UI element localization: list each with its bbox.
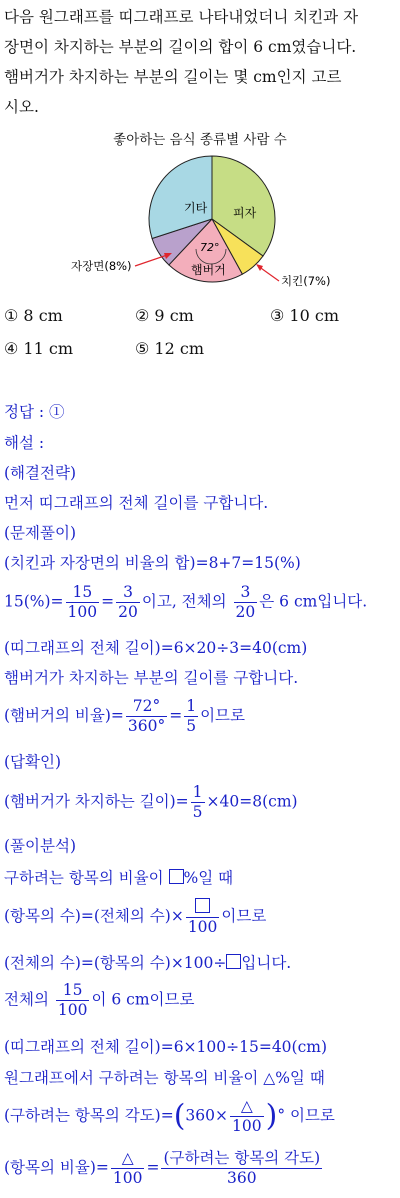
text-span: ×40=8(cm) bbox=[206, 792, 298, 811]
numerator: 15 bbox=[56, 982, 90, 1001]
text-span: (항목의 수)=(전체의 수)× bbox=[4, 907, 184, 925]
choice-5[interactable]: ⑤ 12 cm bbox=[135, 339, 205, 358]
total-length-line: (띠그래프의 전체 길이)=6×20÷3=40(cm) bbox=[4, 639, 308, 657]
right-paren: ) bbox=[265, 1098, 278, 1134]
slice-label-jajang: 자장면(8%) bbox=[71, 259, 132, 273]
fraction bbox=[191, 784, 205, 821]
analysis-line-3 bbox=[4, 951, 291, 973]
fraction bbox=[56, 982, 90, 1019]
numerator: (구하려는 항목의 각도) bbox=[163, 1149, 321, 1167]
hamburger-ratio-line bbox=[4, 698, 245, 735]
numerator: 3 bbox=[116, 584, 140, 603]
numerator: △ bbox=[111, 1150, 145, 1169]
question-line: 장면이 차지하는 부분의 길이의 합이 6 cm였습니다. bbox=[4, 38, 357, 56]
text-span: 구하려는 항목의 비율이 bbox=[4, 869, 164, 887]
fraction bbox=[161, 1150, 322, 1187]
fraction bbox=[184, 698, 198, 735]
slice-label-chicken: 치킨(7%) bbox=[281, 274, 331, 288]
choice-4[interactable]: ④ 11 cm bbox=[4, 339, 74, 358]
pie-chart bbox=[0, 150, 400, 300]
denominator: 5 bbox=[186, 717, 197, 735]
numerator: △ bbox=[230, 1098, 264, 1117]
denominator: 20 bbox=[118, 603, 138, 621]
text-span: 이므로 bbox=[200, 706, 245, 725]
text-span: 이므로 bbox=[221, 907, 267, 925]
denominator: 5 bbox=[192, 803, 203, 821]
fraction-line: 15(%)= $\frac{15}{100}$ = $\frac{3}{20}$ 이고, 전체의 $\frac{3}{20}$ 은 6 cm입니다. bbox=[4, 583, 368, 621]
slice-label-etc: 기타 bbox=[184, 201, 208, 215]
fraction bbox=[66, 584, 100, 621]
chart-title: 좋아하는 음식 종류별 사람 수 bbox=[113, 132, 287, 148]
explanation-label: 해설 : bbox=[4, 434, 45, 452]
left-paren: ( bbox=[173, 1098, 186, 1134]
blank-box bbox=[169, 869, 184, 884]
numerator: 3 bbox=[234, 584, 258, 603]
numerator bbox=[186, 898, 220, 918]
denominator: 100 bbox=[67, 603, 98, 621]
question-line: 시오. bbox=[4, 98, 39, 116]
fraction bbox=[230, 1098, 264, 1135]
hamburger-length-line bbox=[4, 784, 298, 821]
denominator: 360° bbox=[127, 717, 166, 735]
text-span: 입니다. bbox=[241, 954, 292, 972]
denominator: 360 bbox=[227, 1169, 257, 1187]
analysis-heading: (풀이분석) bbox=[4, 837, 76, 855]
numerator: 1 bbox=[192, 783, 203, 801]
denominator: 100 bbox=[112, 1169, 143, 1187]
text-span: 이고, 전체의 bbox=[141, 592, 227, 611]
text-span: %일 때 bbox=[183, 869, 234, 887]
text-span: 이 6 cm이므로 bbox=[91, 990, 195, 1009]
text-span: (햄버거가 차지하는 길이)= bbox=[4, 792, 189, 811]
denominator: 20 bbox=[235, 603, 256, 621]
text-span: ° 이므로 bbox=[277, 1106, 335, 1125]
analysis-line-2 bbox=[4, 898, 266, 936]
choice-1[interactable]: ① 8 cm bbox=[4, 306, 63, 325]
question-line: 다음 원그래프를 띠그래프로 나타내었더니 치킨과 자 bbox=[4, 8, 359, 26]
strategy-heading: (해결전략) bbox=[4, 464, 76, 482]
text-span: = bbox=[146, 1158, 160, 1177]
denominator: 100 bbox=[187, 918, 218, 936]
strategy-text: 먼저 띠그래프의 전체 길이를 구합니다. bbox=[4, 494, 269, 512]
question-text bbox=[4, 2, 398, 122]
text-span: (햄버거의 비율)= bbox=[4, 706, 124, 725]
choice-3[interactable]: ③ 10 cm bbox=[270, 306, 340, 325]
analysis-line-4 bbox=[4, 982, 194, 1019]
fraction bbox=[116, 584, 140, 621]
analysis-line-6: 원그래프에서 구하려는 항목의 비율이 △%일 때 bbox=[4, 1069, 325, 1087]
slice-label-pizza: 피자 bbox=[233, 206, 257, 220]
analysis-line-7 bbox=[4, 1098, 335, 1135]
denominator: 100 bbox=[232, 1117, 262, 1135]
chicken-arrow bbox=[256, 264, 279, 281]
text-span: 360× bbox=[185, 1106, 228, 1125]
solution-heading: (문제풀이) bbox=[4, 524, 76, 542]
text-span: (항목의 비율)= bbox=[4, 1158, 109, 1177]
analysis-line-1 bbox=[4, 866, 233, 888]
answer-label: 정답 : ① bbox=[4, 403, 65, 421]
text-span: 은 6 cm입니다. bbox=[259, 592, 368, 611]
text-span: 전체의 bbox=[4, 990, 49, 1009]
text-span: 15(%)= bbox=[4, 592, 64, 611]
fraction bbox=[126, 698, 167, 735]
denominator: 100 bbox=[57, 1001, 88, 1019]
text-span: (전체의 수)=(항목의 수)×100÷ bbox=[4, 954, 227, 972]
angle-label: 72° bbox=[200, 241, 220, 254]
blank-box bbox=[195, 898, 210, 913]
fraction bbox=[186, 898, 220, 936]
text-span: = bbox=[169, 706, 183, 725]
numerator: 15 bbox=[66, 584, 100, 603]
text-span: (구하려는 항목의 각도)= bbox=[4, 1106, 174, 1125]
check-heading: (답확인) bbox=[4, 753, 62, 771]
numerator: 72° bbox=[126, 698, 167, 717]
choice-2[interactable]: ② 9 cm bbox=[135, 306, 194, 325]
slice-label-hamburger: 햄버거 bbox=[191, 263, 226, 277]
sum-line: (치킨과 자장면의 비율의 합)=8+7=15(%) bbox=[4, 554, 301, 572]
analysis-line-5: (띠그래프의 전체 길이)=6×100÷15=40(cm) bbox=[4, 1038, 328, 1056]
fraction bbox=[111, 1150, 145, 1187]
fraction bbox=[234, 584, 258, 621]
question-line: 햄버거가 차지하는 부분의 길이는 몇 cm인지 고르 bbox=[4, 68, 342, 86]
analysis-line-8 bbox=[4, 1150, 324, 1187]
blank-box bbox=[226, 954, 241, 969]
numerator: 1 bbox=[186, 697, 197, 715]
hamburger-line: 햄버거가 차지하는 부분의 길이를 구합니다. bbox=[4, 669, 299, 687]
